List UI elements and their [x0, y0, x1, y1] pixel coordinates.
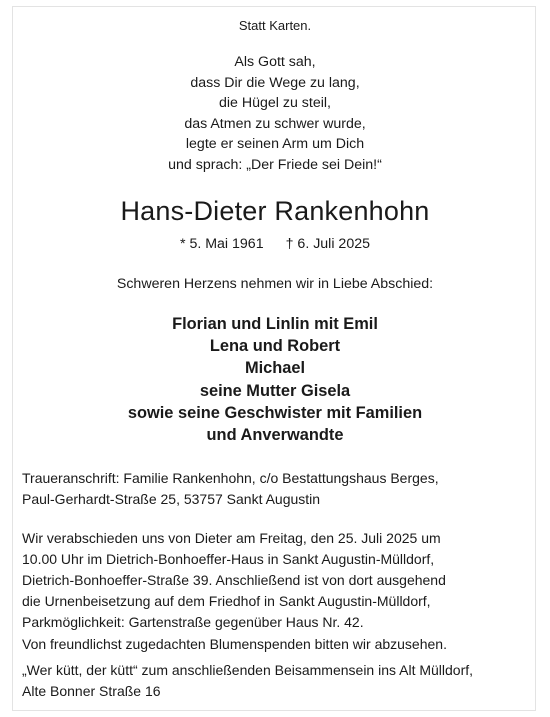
mourner-line: Michael — [244, 359, 306, 378]
mourner-line: Lena und Robert — [209, 337, 341, 356]
life-dates — [0, 236, 550, 252]
address-line: Traueranschrift: Familie Rankenhohn, c/o Bestattungshaus Berges, — [22, 470, 439, 486]
poem-line: das Atmen zu schwer wurde, — [184, 115, 366, 132]
flowers-note-line: Von freundlichst zugedachten Blumenspenden bitten wir abzusehen. — [22, 636, 447, 652]
mourners-list — [0, 313, 550, 446]
poem-line: legte er seinen Arm um Dich — [185, 136, 365, 153]
birth-date: * 5. Mai 1961 — [179, 236, 264, 252]
mourner-line: seine Mutter Gisela — [199, 381, 351, 400]
farewell-line: Dietrich-Bonhoeffer-Straße 39. Anschließend ist von dort ausgehend — [22, 572, 446, 588]
farewell-intro: Schweren Herzens nehmen wir in Liebe Abschied: — [116, 276, 434, 292]
poem-line: dass Dir die Wege zu lang, — [190, 74, 360, 91]
farewell-line: die Urnenbeisetzung auf dem Friedhof in Sankt Augustin-Mülldorf, — [22, 593, 431, 609]
gathering-line: „Wer kütt, der kütt“ zum anschließenden Beisammensein ins Alt Mülldorf, — [22, 662, 474, 678]
farewell-details — [22, 528, 532, 633]
mourning-address — [22, 468, 532, 510]
header-statt-karten: Statt Karten. — [238, 18, 312, 33]
poem-line: und sprach: „Der Friede sei Dein!“ — [168, 156, 382, 173]
poem-line: Als Gott sah, — [234, 54, 316, 70]
flowers-note — [22, 634, 532, 655]
mourner-line: sowie seine Geschwister mit Familien — [127, 403, 423, 422]
gathering-line: Alte Bonner Straße 16 — [22, 683, 161, 699]
death-date: † 6. Juli 2025 — [285, 236, 370, 252]
poem — [0, 52, 550, 176]
poem-line: die Hügel zu steil, — [219, 95, 331, 112]
farewell-line: Parkmöglichkeit: Gartenstraße gegenüber Haus Nr. 42. — [22, 614, 364, 630]
farewell-line: 10.00 Uhr im Dietrich-Bonhoeffer-Haus in Sankt Augustin-Mülldorf, — [22, 551, 435, 567]
address-line: Paul-Gerhardt-Straße 25, 53757 Sankt Augustin — [22, 491, 321, 507]
deceased-name: Hans-Dieter Rankenhohn — [120, 196, 430, 226]
farewell-line: Wir verabschieden uns von Dieter am Freitag, den 25. Juli 2025 um — [22, 530, 441, 546]
mourner-line: und Anverwandte — [206, 426, 344, 445]
mourner-line: Florian und Linlin mit Emil — [172, 315, 378, 333]
gathering-info — [22, 660, 532, 702]
